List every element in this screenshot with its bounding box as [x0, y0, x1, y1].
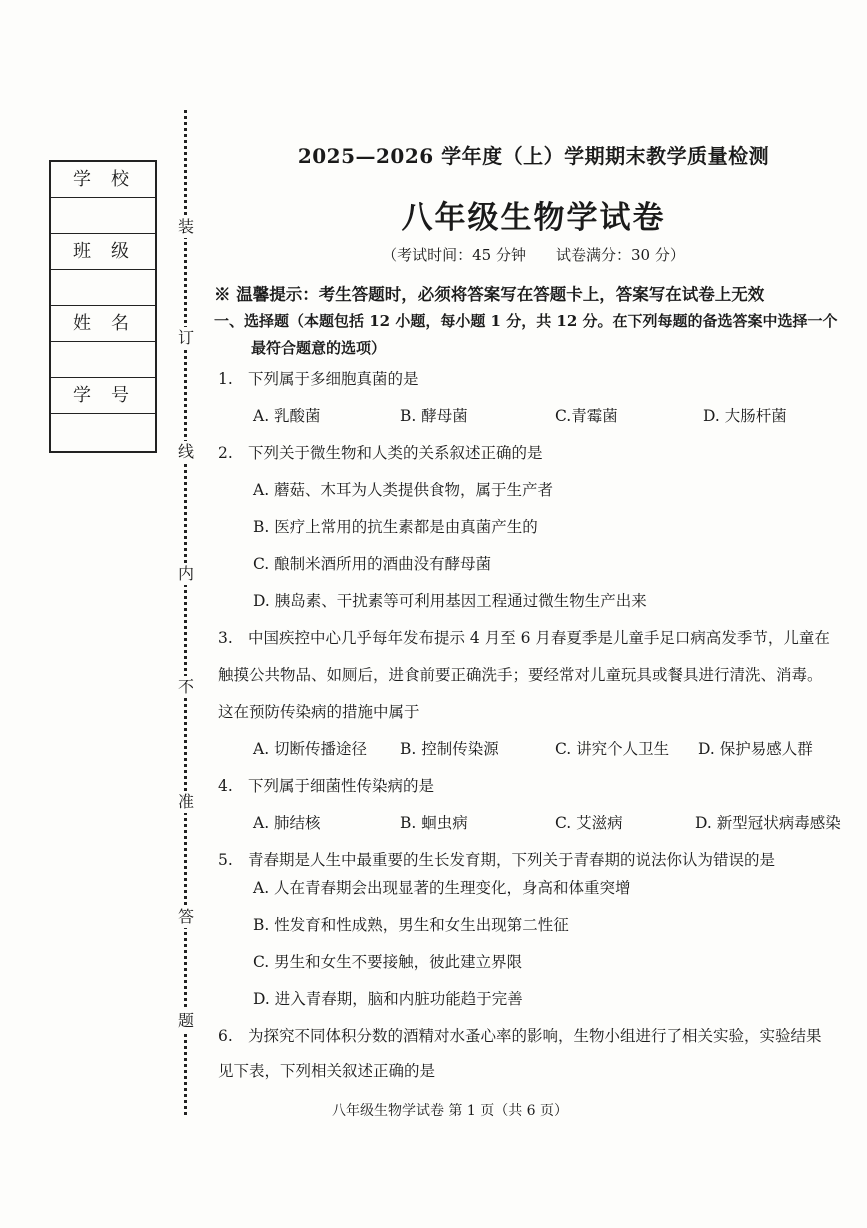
- option[interactable]: D. 新型冠状病毒感染: [695, 814, 841, 832]
- question-stem: 青春期是人生中最重要的生长发育期，下列关于青春期的说法你认为错误的是: [248, 851, 776, 869]
- binding-dotted-line: [184, 110, 187, 1115]
- option[interactable]: B. 性发育和性成熟，男生和女生出现第二性征: [253, 916, 569, 934]
- option[interactable]: D. 胰岛素、干扰素等可利用基因工程通过微生物生产出来: [253, 592, 647, 610]
- binding-char: 线: [177, 442, 194, 461]
- option[interactable]: B. 酵母菌: [400, 407, 468, 425]
- student-id-field[interactable]: [51, 414, 155, 451]
- binding-char: 不: [177, 677, 194, 696]
- question-4: [218, 774, 434, 796]
- section-line: 一、选择题（本题包括 12 小题，每小题 1 分，共 12 分。在下列每题的备选答案中选择一个: [214, 312, 838, 330]
- page-footer: 八年级生物学试卷 第 1 页（共 6 页）: [331, 1103, 569, 1119]
- option[interactable]: A. 蘑菇、木耳为人类提供食物，属于生产者: [253, 481, 554, 499]
- binding-char: 内: [177, 564, 194, 583]
- binding-char: 题: [177, 1011, 194, 1030]
- question-number: 2.: [218, 444, 233, 462]
- binding-char: 准: [177, 792, 194, 811]
- school-label: 学校: [51, 162, 155, 198]
- option[interactable]: D. 大肠杆菌: [703, 407, 787, 425]
- question-stem: 为探究不同体积分数的酒精对水蚤心率的影响，生物小组进行了相关实验，实验结果: [248, 1027, 822, 1045]
- name-field[interactable]: [51, 342, 155, 378]
- question-number: 4.: [218, 777, 233, 795]
- option[interactable]: C. 艾滋病: [555, 814, 623, 832]
- option[interactable]: C. 男生和女生不要接触，彼此建立界限: [253, 953, 523, 971]
- option[interactable]: A. 切断传播途径: [253, 740, 368, 758]
- student-id-label: 学号: [51, 378, 155, 414]
- student-info-box: [49, 160, 157, 453]
- exam-meta: （考试时间：45 分钟 试卷满分：30 分）: [382, 246, 685, 264]
- binding-char: 订: [177, 328, 194, 347]
- question-stem: 下列属于细菌性传染病的是: [248, 777, 435, 795]
- option[interactable]: D. 进入青春期，脑和内脏功能趋于完善: [253, 990, 523, 1008]
- question-1: [218, 367, 419, 389]
- notice: ※ 温馨提示：考生答题时，必须将答案写在答题卡上，答案写在试卷上无效: [214, 285, 765, 304]
- name-label: 姓名: [51, 306, 155, 342]
- question-number: 5.: [218, 851, 233, 869]
- class-label: 班级: [51, 234, 155, 270]
- question-3: [218, 626, 830, 648]
- option[interactable]: C.青霉菌: [555, 407, 618, 425]
- school-field[interactable]: [51, 198, 155, 234]
- option[interactable]: C. 讲究个人卫生: [555, 740, 670, 758]
- question-number: 3.: [218, 629, 233, 647]
- section-line: 最符合题意的选项）: [251, 339, 387, 357]
- question-number: 6.: [218, 1027, 233, 1045]
- option[interactable]: C. 酿制米酒所用的酒曲没有酵母菌: [253, 555, 492, 573]
- option[interactable]: A. 乳酸菌: [253, 407, 321, 425]
- class-field[interactable]: [51, 270, 155, 306]
- question-stem-line: 见下表，下列相关叙述正确的是: [218, 1062, 436, 1080]
- question-5: [218, 848, 775, 870]
- question-stem-line: 这在预防传染病的措施中属于: [218, 703, 420, 721]
- question-stem: 中国疾控中心几乎每年发布提示 4 月至 6 月春夏季是儿童手足口病高发季节，儿童在: [248, 629, 830, 647]
- question-2: [218, 441, 543, 463]
- exam-title: 2025—2026 学年度（上）学期期末教学质量检测: [297, 144, 770, 168]
- question-6: [218, 1024, 822, 1046]
- binding-char: 装: [177, 217, 194, 236]
- binding-char: 答: [177, 907, 194, 926]
- exam-subject-title: 八年级生物学试卷: [401, 200, 666, 236]
- option[interactable]: A. 人在青春期会出现显著的生理变化，身高和体重突增: [253, 879, 631, 897]
- question-stem: 下列属于多细胞真菌的是: [248, 370, 419, 388]
- option[interactable]: B. 蛔虫病: [400, 814, 468, 832]
- question-stem-line: 触摸公共物品、如厕后，进食前要正确洗手；要经常对儿童玩具或餐具进行清洗、消毒。: [218, 666, 823, 684]
- question-number: 1.: [218, 370, 233, 388]
- option[interactable]: D. 保护易感人群: [698, 740, 813, 758]
- option[interactable]: B. 控制传染源: [400, 740, 499, 758]
- section-heading: [214, 308, 864, 362]
- option[interactable]: B. 医疗上常用的抗生素都是由真菌产生的: [253, 518, 538, 536]
- question-stem: 下列关于微生物和人类的关系叙述正确的是: [248, 444, 543, 462]
- option[interactable]: A. 肺结核: [253, 814, 321, 832]
